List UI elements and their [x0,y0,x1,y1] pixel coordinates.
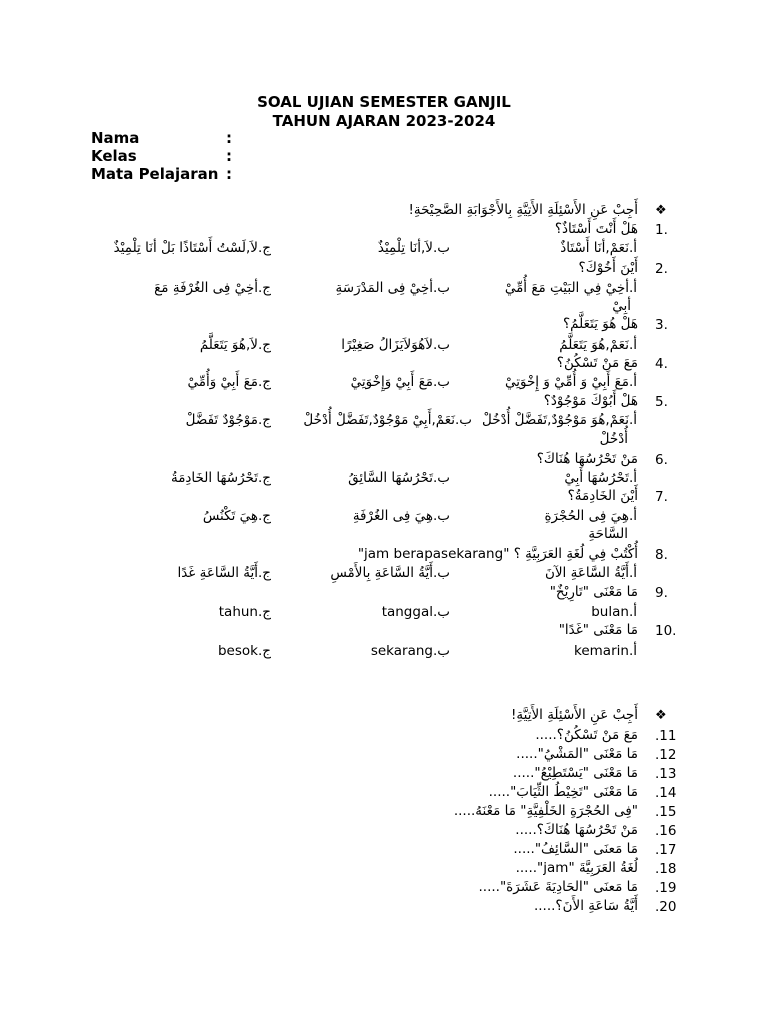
q8-number: 8. [655,547,668,563]
q1-text: هَلْ أَنْتَ أَسْتَاذٌ؟ [554,221,638,237]
q17-number: .17 [655,842,677,858]
q7-option-a: أ.هِيَ فِى الحُجْرَةِ [544,508,637,524]
q5-number: 5. [655,394,668,410]
q4-option-c: ج.مَعَ أَبِيْ وَأُمِّيْ [187,374,271,390]
q8-option-b: ب.أَيَّةُ السَّاعَةِ بِالأَمْسِ [330,565,450,581]
q5-option-b: ب.نَعَمْ,أَبِيْ مَوْجُوْدٌ,تَفَضَّلْ أُدْخُلْ [303,412,472,428]
q1-option-c: ج.لاَ,لَسْتُ أَسْتَاذًا بَلْ أنَا تِلْمِيْذٌ [113,240,271,256]
q2-text: أَيْنَ أَخُوْكَ؟ [578,260,638,276]
q3-number: 3. [655,317,668,333]
exam-year: TAHUN AJARAN 2023-2024 [272,112,496,130]
q18-number: .18 [655,861,677,877]
section2-instruction: أَجِبْ عَنِ الأَسْئِلَةِ الأَتِيَّةِ! [510,707,638,723]
q20-text: أَيَّةُ سَاعَةِ الأَنَ؟..... [533,898,638,914]
q10-text: مَا مَعْنَى "غَدًا" [558,622,638,638]
q19-text: مَا مَعنَى "الحَادِيَةَ عَشَرَةَ"..... [478,879,638,895]
q6-option-b: ب.تَحْرُسُهَا السَّائِقُ [348,470,450,486]
q11-text: مَعَ مَنْ تَسْكُنُ؟..... [535,727,638,743]
q5-option-a-wrap: أُدْخُلْ [599,431,628,447]
exam-title: SOAL UJIAN SEMESTER GANJIL [257,93,511,111]
q7-option-c: ج.هِيَ تَكْنُسُ [202,508,271,524]
q3-text: هَلْ هُوَ يَتَعَلَّمُ؟ [563,316,638,332]
q2-option-c: ج.أخِيْ فِى الغُرْفَةِ مَعَ [154,280,271,296]
section1-bullet-icon: ❖ [655,203,667,218]
q3-option-b: ب.لاَهُوَلاَيَزَالُ صَغِيْرًا [341,337,450,353]
q1-option-b: ب.لاَ,أنَا تِلْمِيْذٌ [377,240,450,256]
q5-text: هَلْ أَبُوْكَ مَوْجُوْدٌ؟ [543,393,638,409]
q4-number: 4. [655,356,668,372]
mapel-label: Mata Pelajaran [91,165,219,183]
mapel-colon: : [226,165,232,183]
q9-option-a: أ.bulan [591,604,637,620]
q7-text: أَيْنَ الخَادِمَةُ؟ [567,488,638,504]
q16-text: مَنْ تَحْرُسُهَا هُنَاكَ؟..... [515,822,638,838]
q1-number: 1. [655,222,668,238]
q15-text: "فِى الحُجْرَةِ الخَلْفِيَّةِ" مَا مَعْنَهُ..... [453,803,638,819]
q6-number: 6. [655,452,668,468]
q13-text: مَا مَعْنَى "يَسْتَطِيْعُ"..... [512,765,638,781]
q12-number: .12 [655,747,677,763]
q14-text: مَا مَعْنَى "تَخِيْطُ الثِّيَابَ"..... [488,784,638,800]
q11-number: .11 [655,728,677,744]
q10-option-a: أ.kemarin [574,643,637,659]
q6-option-c: ج.تَحْرُسُهَا الخَادِمَةُ [170,470,271,486]
q8-option-a: أ.أَيَّةُ السَّاعَةِ الآنَ [544,565,637,581]
q17-text: مَا مَعنَى "السَّائِفُ"..... [513,841,638,857]
q13-number: .13 [655,766,677,782]
q9-text: مَا مَعْنَى "تَارِيْخٌ" [549,584,638,600]
q7-number: 7. [655,489,668,505]
q12-text: مَا مَعْنَى "المَشْيُ"..... [516,746,638,762]
section2-bullet-icon: ❖ [655,708,667,723]
q14-number: .14 [655,785,677,801]
q7-option-a-wrap: السَّاحَةِ [588,526,628,542]
q18-text: لُغَةُ العَرَبِيَّةَ "jam"..... [515,860,638,876]
q19-number: .19 [655,880,677,896]
q6-option-a: أ.تَحْرُسُهَا أَبِيْ [564,470,637,486]
section1-instruction: أَجِبْ عَنِ الأَسْئِلَةِ الأَتِيَّةِ بِالأَجْوَابَةِ الصَّحِيْحَةِ! [408,202,638,218]
q5-option-c: ج.مَوْجُوْدٌ تَفَضَّلْ [185,412,271,428]
q9-option-b: ب.tanggal [381,604,450,620]
q5-option-a: أ.نَعَمْ,هُوَ مَوْجُوْدٌ,تَفَضَّلْ أُدْخُلْ [482,412,637,428]
q8-option-c: ج.أَيَّةُ السَّاعَةِ غَدًا [177,565,271,581]
q15-number: .15 [655,804,677,820]
q20-number: .20 [655,899,677,915]
q2-option-b: ب.أخِيْ فِى المَدْرَسَةِ [335,280,450,296]
nama-colon: : [226,129,232,147]
q1-option-a: أ.نَعَمْ,أنَا أَسْتَاذٌ [560,240,637,256]
q16-number: .16 [655,823,677,839]
q4-option-b: ب.مَعَ أَبِيْ وَإِخْوَتِيْ [350,374,450,390]
q8-text: أُكْتُبْ فِي لُغَةِ العَرَبِيَّةِ ؟ "jam berapasekarang" [357,546,638,562]
q9-number: 9. [655,585,668,601]
q2-number: 2. [655,261,668,277]
kelas-colon: : [226,147,232,165]
q2-option-a-wrap: أبِيْ [612,298,631,314]
q7-option-b: ب.هِيَ فِى الغُرْفَةِ [352,508,450,524]
q4-option-a: أ.مَعَ أَبِيْ وَ أُمِّيْ وَ إِخْوَتِيْ [504,374,637,390]
q9-option-c: ج.tahun [218,604,271,620]
q3-option-a: أ.نَعَمْ,هُوَ يَتَعَلَّمُ [559,337,637,353]
q6-text: مَنْ تَحْرُسُهَا هُنَاكَ؟ [536,451,638,467]
q2-option-a: أ.أخِيْ فِي البَيْتِ مَعَ أُمِّيْ [504,280,637,296]
q10-number: 10. [655,623,677,639]
q10-option-b: ب.sekarang [370,643,450,659]
kelas-label: Kelas [91,147,137,165]
nama-label: Nama [91,129,140,147]
q10-option-c: ج.besok [217,643,271,659]
q3-option-c: ج.لاَ,هُوَ يَتَعَلَّمُ [199,337,271,353]
q4-text: مَعَ مَنْ تَسْكُنُ؟ [556,355,638,371]
